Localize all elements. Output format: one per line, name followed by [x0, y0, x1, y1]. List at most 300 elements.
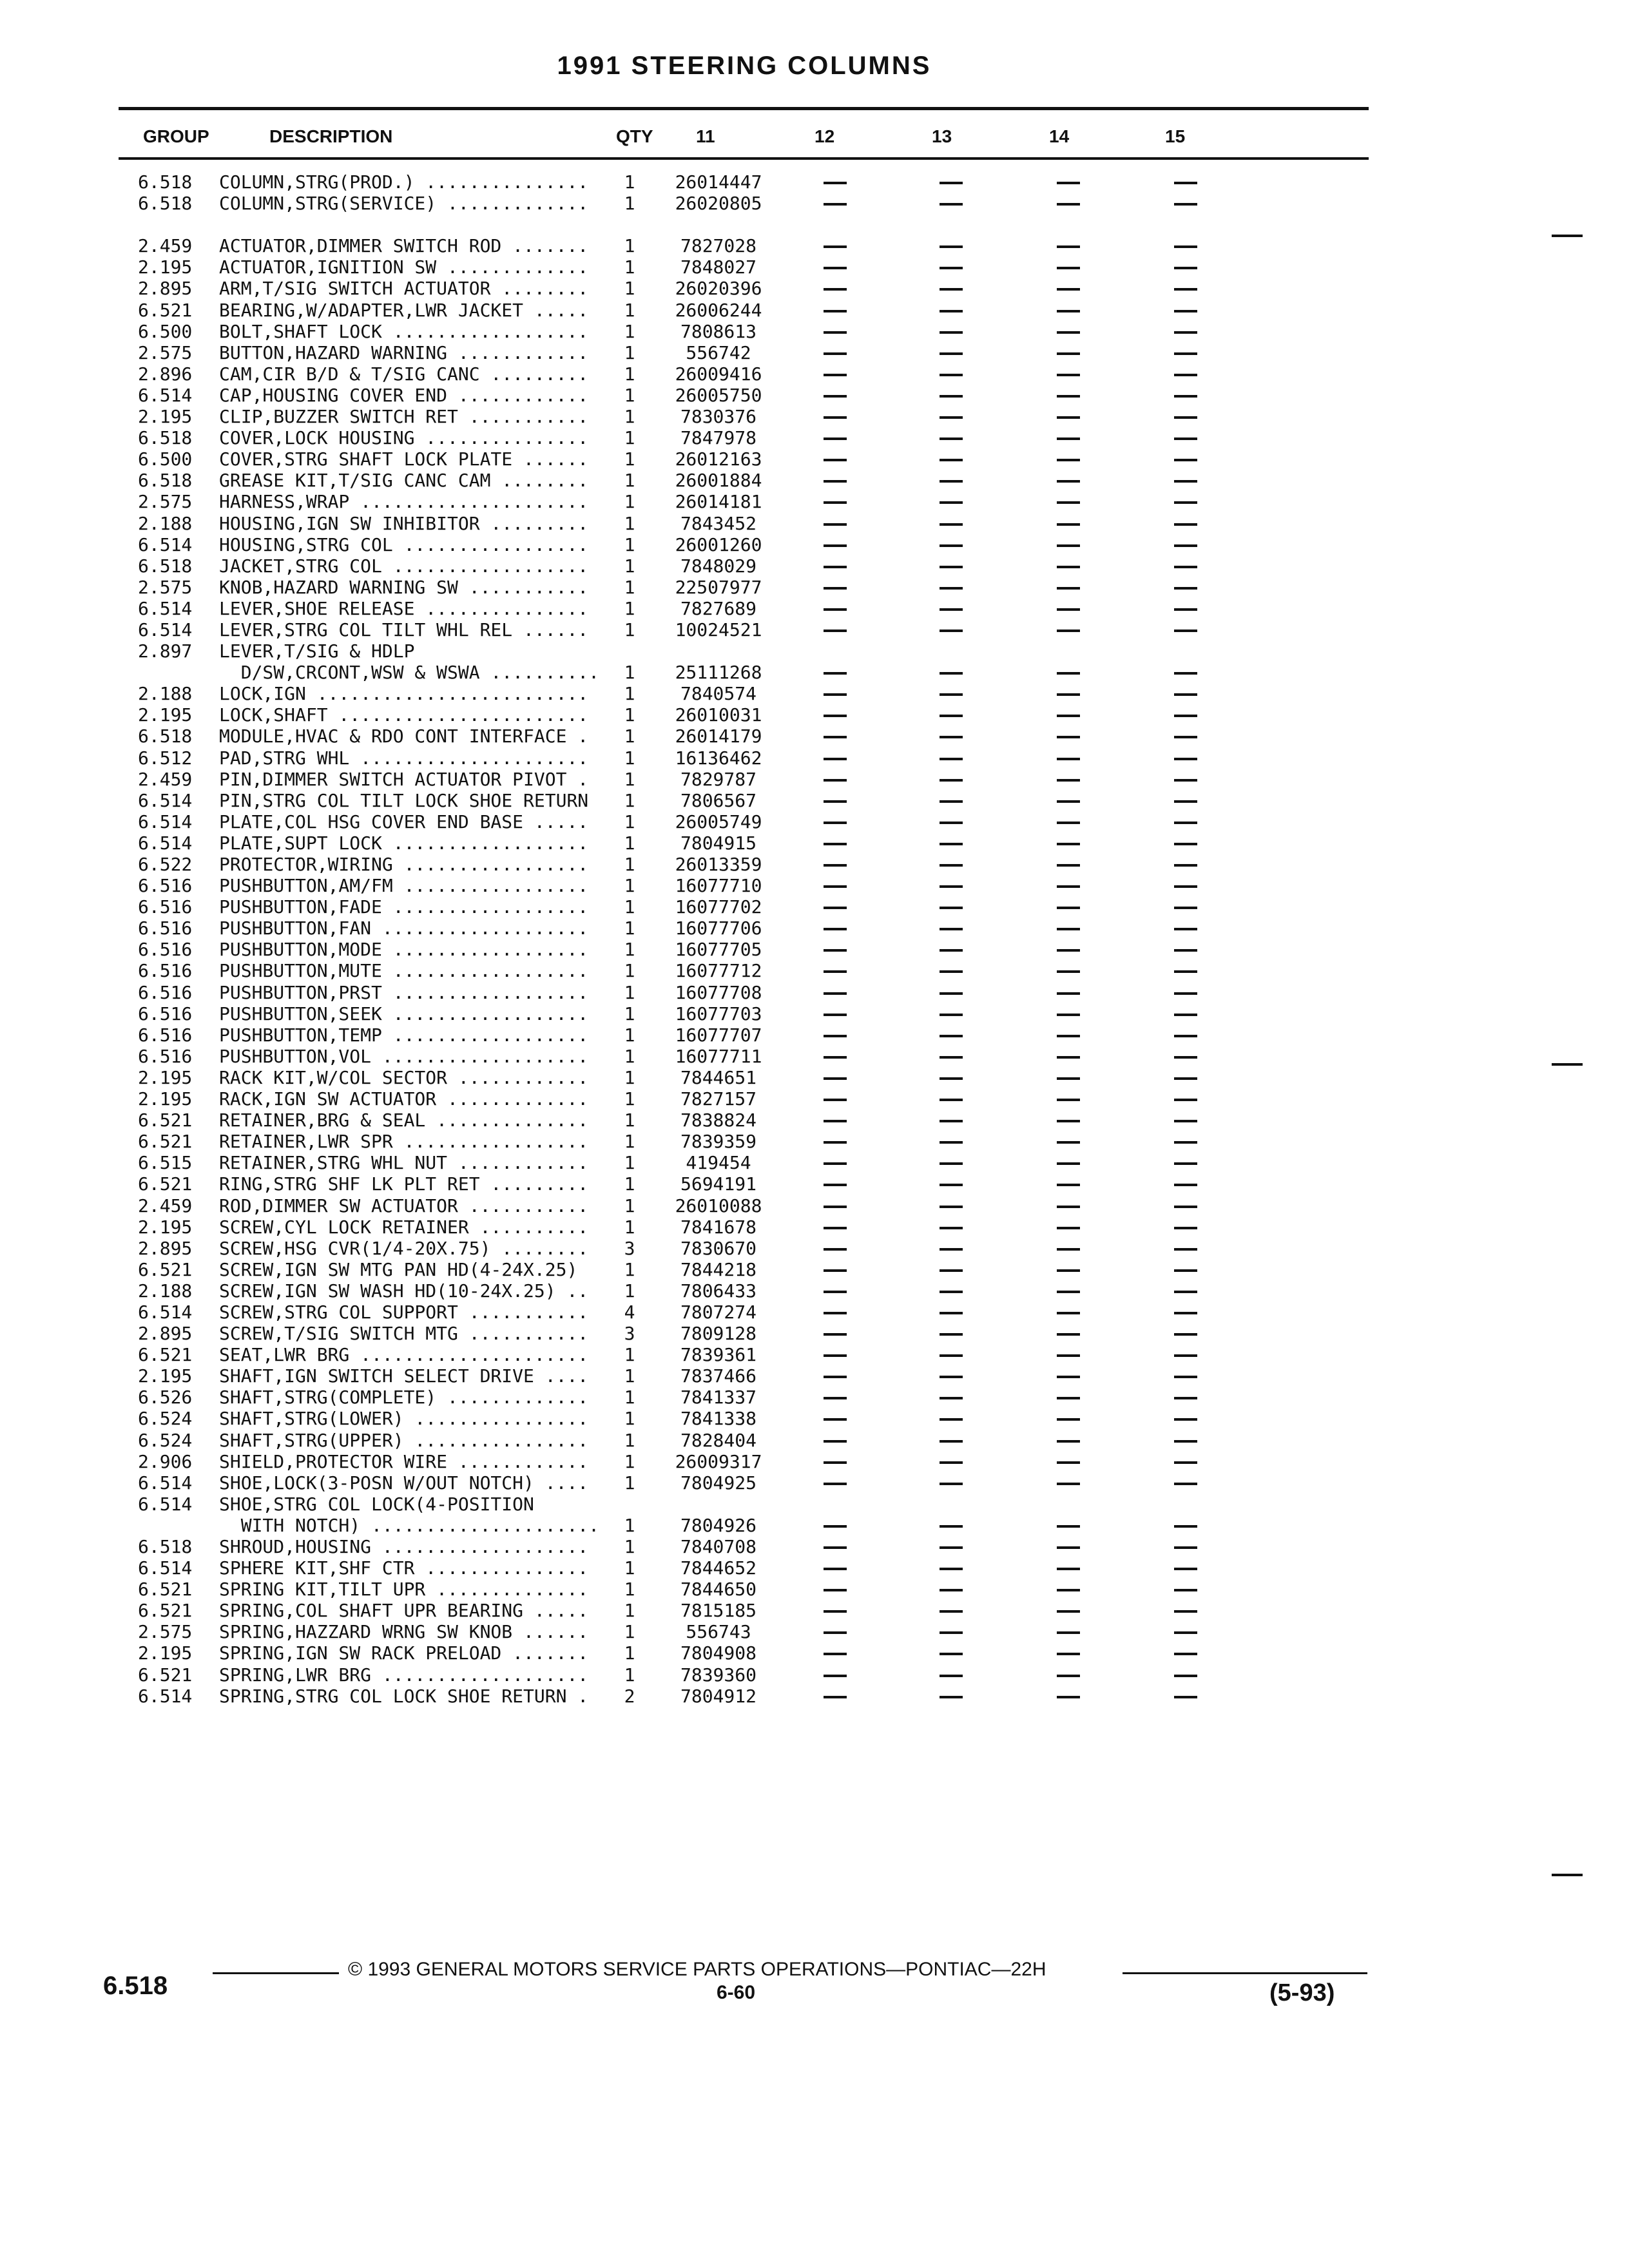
table-row [0, 1494, 1629, 1515]
table-row [0, 1302, 1629, 1323]
not-applicable-dash [1057, 779, 1080, 782]
table-row [0, 321, 1629, 342]
table-row [0, 1003, 1629, 1024]
table-row [0, 1173, 1629, 1195]
part-number-cell: 7839359 [680, 1131, 757, 1153]
not-applicable-dash [1174, 459, 1197, 461]
group-cell: 2.897 [138, 640, 193, 662]
description-cell: PROTECTOR,WIRING ................. [219, 854, 589, 875]
not-applicable-dash [1174, 1589, 1197, 1591]
not-applicable-dash [940, 352, 963, 355]
not-applicable-dash [940, 203, 963, 206]
part-number-cell: 7848029 [680, 555, 757, 577]
not-applicable-dash [824, 1461, 847, 1464]
qty-cell: 1 [624, 1408, 635, 1430]
not-applicable-dash [1174, 843, 1197, 845]
not-applicable-dash [1057, 288, 1080, 291]
not-applicable-dash [940, 395, 963, 398]
not-applicable-dash [1174, 949, 1197, 952]
part-number-cell: 7827028 [680, 235, 757, 257]
description-cell: SCREW,CYL LOCK RETAINER .......... [219, 1216, 589, 1238]
qty-cell: 1 [624, 1045, 635, 1067]
group-cell: 6.521 [138, 1131, 193, 1153]
group-cell: 6.521 [138, 299, 193, 321]
not-applicable-dash [1174, 1035, 1197, 1037]
description-cell: RETAINER,LWR SPR ................. [219, 1131, 589, 1153]
table-row [0, 598, 1629, 619]
footer-group-number: 6.518 [103, 1972, 168, 2000]
not-applicable-dash [1057, 992, 1080, 995]
not-applicable-dash [824, 182, 847, 184]
part-number-cell: 26020805 [675, 193, 762, 215]
not-applicable-dash [824, 1312, 847, 1314]
not-applicable-dash [824, 480, 847, 483]
part-number-cell: 16136462 [675, 747, 762, 769]
table-row [0, 683, 1629, 704]
not-applicable-dash [824, 1206, 847, 1208]
not-applicable-dash [1174, 374, 1197, 376]
part-number-cell: 26012163 [675, 448, 762, 470]
table-row [0, 406, 1629, 427]
not-applicable-dash [824, 1675, 847, 1677]
part-number-cell: 26009416 [675, 363, 762, 385]
not-applicable-dash [940, 245, 963, 248]
not-applicable-dash [940, 437, 963, 440]
group-cell: 6.516 [138, 875, 193, 897]
not-applicable-dash [1174, 758, 1197, 760]
not-applicable-dash [824, 992, 847, 995]
not-applicable-dash [824, 1440, 847, 1443]
table-row [0, 1067, 1629, 1088]
not-applicable-dash [1057, 1376, 1080, 1378]
group-cell: 2.895 [138, 278, 193, 300]
not-applicable-dash [940, 1675, 963, 1677]
group-cell: 2.896 [138, 363, 193, 385]
part-number-cell: 16077707 [675, 1024, 762, 1046]
part-number-cell: 7848027 [680, 256, 757, 278]
group-cell: 6.512 [138, 747, 193, 769]
not-applicable-dash [824, 395, 847, 398]
qty-cell: 1 [624, 1110, 635, 1131]
not-applicable-dash [940, 1333, 963, 1336]
not-applicable-dash [940, 1568, 963, 1570]
group-cell: 6.514 [138, 597, 193, 619]
part-number-cell: 16077712 [675, 960, 762, 982]
not-applicable-dash [1057, 822, 1080, 824]
footer-revision-date: (5-93) [1269, 1979, 1335, 2006]
description-cell: COVER,STRG SHAFT LOCK PLATE ...... [219, 448, 589, 470]
not-applicable-dash [940, 1589, 963, 1591]
qty-cell: 1 [624, 1003, 635, 1024]
not-applicable-dash [1057, 1227, 1080, 1229]
group-cell: 6.518 [138, 1536, 193, 1557]
not-applicable-dash [940, 1184, 963, 1186]
not-applicable-dash [940, 1056, 963, 1059]
not-applicable-dash [1057, 1035, 1080, 1037]
not-applicable-dash [1057, 1099, 1080, 1101]
group-cell: 6.514 [138, 789, 193, 811]
not-applicable-dash [940, 1376, 963, 1378]
description-cell: LOCK,IGN ......................... [219, 683, 589, 705]
table-row [0, 1686, 1629, 1707]
not-applicable-dash [940, 758, 963, 760]
not-applicable-dash [940, 1248, 963, 1251]
part-number-cell: 7804915 [680, 832, 757, 854]
qty-cell: 1 [624, 1344, 635, 1366]
not-applicable-dash [1057, 437, 1080, 440]
not-applicable-dash [1174, 1568, 1197, 1570]
page-title: 1991 STEERING COLUMNS [557, 52, 932, 80]
not-applicable-dash [1057, 480, 1080, 483]
description-cell: PUSHBUTTON,SEEK .................. [219, 1003, 589, 1024]
qty-cell: 4 [624, 1301, 635, 1323]
not-applicable-dash [1057, 523, 1080, 526]
part-number-cell: 26005750 [675, 384, 762, 406]
not-applicable-dash [1174, 1077, 1197, 1080]
header-col-14: 14 [1049, 126, 1070, 146]
not-applicable-dash [824, 693, 847, 696]
not-applicable-dash [940, 1099, 963, 1101]
not-applicable-dash [1174, 182, 1197, 184]
not-applicable-dash [1057, 352, 1080, 355]
qty-cell: 1 [624, 1429, 635, 1451]
part-number-cell: 26014447 [675, 171, 762, 193]
group-cell: 2.459 [138, 1195, 193, 1216]
group-cell: 6.514 [138, 811, 193, 832]
not-applicable-dash [940, 1269, 963, 1272]
description-cell: SHAFT,STRG(LOWER) ................ [219, 1408, 589, 1430]
group-cell: 6.521 [138, 1110, 193, 1131]
qty-cell: 1 [624, 1536, 635, 1557]
footer-rule-right [1123, 1972, 1367, 1974]
not-applicable-dash [824, 437, 847, 440]
description-cell: SEAT,LWR BRG ..................... [219, 1344, 589, 1366]
header-description: DESCRIPTION [269, 126, 393, 146]
part-number-cell: 16077702 [675, 896, 762, 918]
description-cell: SHAFT,STRG(UPPER) ................ [219, 1429, 589, 1451]
part-number-cell: 7804925 [680, 1472, 757, 1494]
not-applicable-dash [1174, 1056, 1197, 1059]
table-row [0, 1323, 1629, 1344]
not-applicable-dash [940, 1035, 963, 1037]
not-applicable-dash [940, 1141, 963, 1144]
part-number-cell: 7841338 [680, 1408, 757, 1430]
group-cell: 2.195 [138, 406, 193, 428]
part-number-cell: 25111268 [675, 662, 762, 684]
table-row [0, 534, 1629, 555]
table-row [0, 1387, 1629, 1408]
group-cell: 6.500 [138, 448, 193, 470]
table-row [0, 1600, 1629, 1621]
description-cell: SPRING,HAZZARD WRNG SW KNOB ...... [219, 1621, 589, 1643]
not-applicable-dash [824, 1056, 847, 1059]
table-row [0, 832, 1629, 854]
not-applicable-dash [1057, 395, 1080, 398]
header-col-13: 13 [932, 126, 952, 146]
qty-cell: 1 [624, 491, 635, 513]
not-applicable-dash [1174, 693, 1197, 696]
not-applicable-dash [1174, 779, 1197, 782]
not-applicable-dash [1057, 459, 1080, 461]
not-applicable-dash [1057, 1354, 1080, 1357]
not-applicable-dash [1174, 1184, 1197, 1186]
group-cell: 6.521 [138, 1173, 193, 1195]
qty-cell: 1 [624, 768, 635, 790]
qty-cell: 1 [624, 384, 635, 406]
description-cell: PLATE,COL HSG COVER END BASE ..... [219, 811, 589, 832]
qty-cell: 1 [624, 704, 635, 726]
group-cell: 2.906 [138, 1450, 193, 1472]
not-applicable-dash [940, 544, 963, 547]
not-applicable-dash [1174, 523, 1197, 526]
not-applicable-dash [824, 331, 847, 334]
not-applicable-dash [824, 608, 847, 611]
not-applicable-dash [1174, 1014, 1197, 1016]
not-applicable-dash [940, 736, 963, 738]
not-applicable-dash [824, 970, 847, 973]
description-cell: SHROUD,HOUSING ................... [219, 1536, 589, 1557]
table-row [0, 982, 1629, 1003]
part-number-cell: 7815185 [680, 1600, 757, 1622]
not-applicable-dash [824, 566, 847, 568]
description-cell: HOUSING,STRG COL ................. [219, 533, 589, 555]
qty-cell: 1 [624, 1642, 635, 1664]
not-applicable-dash [1057, 1418, 1080, 1421]
not-applicable-dash [1057, 1014, 1080, 1016]
not-applicable-dash [1174, 1525, 1197, 1528]
not-applicable-dash [1057, 245, 1080, 248]
not-applicable-dash [940, 800, 963, 803]
not-applicable-dash [1174, 992, 1197, 995]
not-applicable-dash [824, 736, 847, 738]
qty-cell: 1 [624, 555, 635, 577]
description-cell: BEARING,W/ADAPTER,LWR JACKET ..... [219, 299, 589, 321]
qty-cell: 1 [624, 256, 635, 278]
not-applicable-dash [824, 587, 847, 590]
description-cell: SHAFT,IGN SWITCH SELECT DRIVE .... [219, 1365, 589, 1387]
not-applicable-dash [824, 949, 847, 952]
qty-cell: 3 [624, 1237, 635, 1259]
table-row [0, 1110, 1629, 1131]
not-applicable-dash [940, 480, 963, 483]
group-cell: 6.518 [138, 171, 193, 193]
not-applicable-dash [1174, 736, 1197, 738]
table-row [0, 1088, 1629, 1110]
table-row [0, 278, 1629, 299]
table-row [0, 1024, 1629, 1046]
group-cell: 6.521 [138, 1344, 193, 1366]
not-applicable-dash [940, 715, 963, 717]
not-applicable-dash [940, 672, 963, 675]
qty-cell: 1 [624, 448, 635, 470]
not-applicable-dash [940, 907, 963, 909]
group-cell: 6.521 [138, 1600, 193, 1622]
part-number-cell: 26009317 [675, 1450, 762, 1472]
group-cell: 6.516 [138, 896, 193, 918]
not-applicable-dash [1057, 715, 1080, 717]
header-col-12: 12 [815, 126, 835, 146]
part-number-cell: 7806433 [680, 1280, 757, 1302]
not-applicable-dash [1057, 1631, 1080, 1634]
not-applicable-dash [940, 501, 963, 504]
description-cell: LOCK,SHAFT ....................... [219, 704, 589, 726]
description-cell: PUSHBUTTON,FADE .................. [219, 896, 589, 918]
not-applicable-dash [1174, 1120, 1197, 1122]
not-applicable-dash [1174, 864, 1197, 867]
not-applicable-dash [940, 629, 963, 632]
group-cell: 2.459 [138, 235, 193, 257]
description-cell: ARM,T/SIG SWITCH ACTUATOR ........ [219, 278, 589, 300]
not-applicable-dash [1057, 1696, 1080, 1698]
part-number-cell: 7809128 [680, 1323, 757, 1345]
group-cell: 6.500 [138, 320, 193, 342]
part-number-cell: 7839360 [680, 1664, 757, 1686]
not-applicable-dash [940, 1120, 963, 1122]
not-applicable-dash [1057, 885, 1080, 888]
not-applicable-dash [1057, 928, 1080, 930]
description-cell: RING,STRG SHF LK PLT RET ......... [219, 1173, 589, 1195]
not-applicable-dash [824, 1525, 847, 1528]
table-row [0, 1365, 1629, 1387]
not-applicable-dash [1057, 1141, 1080, 1144]
header-col-11: 11 [696, 126, 715, 146]
description-cell: GREASE KIT,T/SIG CANC CAM ........ [219, 470, 589, 492]
group-cell: 6.516 [138, 1024, 193, 1046]
part-number-cell: 7807274 [680, 1301, 757, 1323]
not-applicable-dash [824, 203, 847, 206]
margin-mark [1552, 1063, 1583, 1066]
not-applicable-dash [824, 523, 847, 526]
not-applicable-dash [824, 800, 847, 803]
not-applicable-dash [1174, 1354, 1197, 1357]
not-applicable-dash [1174, 800, 1197, 803]
description-cell: RACK,IGN SW ACTUATOR ............. [219, 1088, 589, 1110]
margin-mark [1552, 235, 1583, 237]
part-number-cell: 16077710 [675, 875, 762, 897]
qty-cell: 1 [624, 811, 635, 832]
qty-cell: 1 [624, 576, 635, 598]
not-applicable-dash [1057, 1610, 1080, 1613]
table-row [0, 342, 1629, 363]
not-applicable-dash [1174, 310, 1197, 312]
table-row [0, 1195, 1629, 1216]
table-row [0, 619, 1629, 640]
qty-cell: 1 [624, 597, 635, 619]
not-applicable-dash [1174, 480, 1197, 483]
description-cell: SCREW,HSG CVR(1/4-20X.75) ........ [219, 1237, 589, 1259]
part-number-cell: 16077708 [675, 981, 762, 1003]
not-applicable-dash [824, 310, 847, 312]
group-cell: 6.514 [138, 1557, 193, 1579]
not-applicable-dash [940, 928, 963, 930]
not-applicable-dash [940, 416, 963, 419]
not-applicable-dash [1174, 672, 1197, 675]
not-applicable-dash [1057, 182, 1080, 184]
parts-table-body [0, 171, 1629, 1707]
description-cell: LEVER,STRG COL TILT WHL REL ...... [219, 619, 589, 640]
part-number-cell: 7829787 [680, 768, 757, 790]
not-applicable-dash [1057, 1440, 1080, 1443]
part-number-cell: 26010031 [675, 704, 762, 726]
description-cell: CAP,HOUSING COVER END ............ [219, 384, 589, 406]
not-applicable-dash [1057, 1333, 1080, 1336]
group-cell: 2.575 [138, 341, 193, 363]
not-applicable-dash [824, 1418, 847, 1421]
description-cell: SHAFT,STRG(COMPLETE) ............. [219, 1387, 589, 1408]
table-row [0, 1557, 1629, 1579]
not-applicable-dash [1174, 288, 1197, 291]
not-applicable-dash [824, 779, 847, 782]
not-applicable-dash [1057, 1675, 1080, 1677]
group-cell: 6.514 [138, 832, 193, 854]
not-applicable-dash [1057, 267, 1080, 269]
not-applicable-dash [1174, 501, 1197, 504]
not-applicable-dash [824, 501, 847, 504]
description-cell: PAD,STRG WHL ..................... [219, 747, 589, 769]
header-col-15: 15 [1165, 126, 1186, 146]
not-applicable-dash [940, 1440, 963, 1443]
not-applicable-dash [940, 374, 963, 376]
group-cell: 2.459 [138, 768, 193, 790]
qty-cell: 1 [624, 875, 635, 897]
qty-cell: 1 [624, 939, 635, 961]
group-cell: 6.521 [138, 1664, 193, 1686]
not-applicable-dash [824, 885, 847, 888]
group-cell: 6.516 [138, 1045, 193, 1067]
header-rule [119, 157, 1369, 160]
not-applicable-dash [1057, 1312, 1080, 1314]
qty-cell: 1 [624, 235, 635, 257]
not-applicable-dash [1174, 1269, 1197, 1272]
not-applicable-dash [940, 182, 963, 184]
description-cell: BOLT,SHAFT LOCK .................. [219, 320, 589, 342]
group-cell: 6.516 [138, 981, 193, 1003]
description-cell: PLATE,SUPT LOCK .................. [219, 832, 589, 854]
not-applicable-dash [940, 587, 963, 590]
not-applicable-dash [1174, 1418, 1197, 1421]
group-cell: 6.514 [138, 533, 193, 555]
not-applicable-dash [940, 1014, 963, 1016]
qty-cell: 1 [624, 1450, 635, 1472]
description-cell: SHIELD,PROTECTOR WIRE ............ [219, 1450, 589, 1472]
table-row [0, 427, 1629, 448]
not-applicable-dash [824, 1376, 847, 1378]
description-cell: CAM,CIR B/D & T/SIG CANC ......... [219, 363, 589, 385]
description-cell: ACTUATOR,DIMMER SWITCH ROD ....... [219, 235, 589, 257]
not-applicable-dash [940, 267, 963, 269]
table-row [0, 726, 1629, 747]
description-cell: MODULE,HVAC & RDO CONT INTERFACE . [219, 726, 589, 747]
table-row [0, 385, 1629, 406]
not-applicable-dash [824, 843, 847, 845]
not-applicable-dash [1174, 587, 1197, 590]
not-applicable-dash [1057, 1206, 1080, 1208]
header-group: GROUP [143, 126, 209, 146]
qty-cell: 1 [624, 1600, 635, 1622]
not-applicable-dash [1057, 949, 1080, 952]
description-cell: KNOB,HAZARD WARNING SW ........... [219, 576, 589, 598]
qty-cell: 1 [624, 363, 635, 385]
part-number-cell: 5694191 [680, 1173, 757, 1195]
not-applicable-dash [1174, 1440, 1197, 1443]
table-row [0, 704, 1629, 726]
table-row [0, 1515, 1629, 1536]
group-cell: 6.516 [138, 1003, 193, 1024]
not-applicable-dash [940, 608, 963, 611]
table-row [0, 1280, 1629, 1302]
not-applicable-dash [1174, 928, 1197, 930]
not-applicable-dash [1057, 1589, 1080, 1591]
